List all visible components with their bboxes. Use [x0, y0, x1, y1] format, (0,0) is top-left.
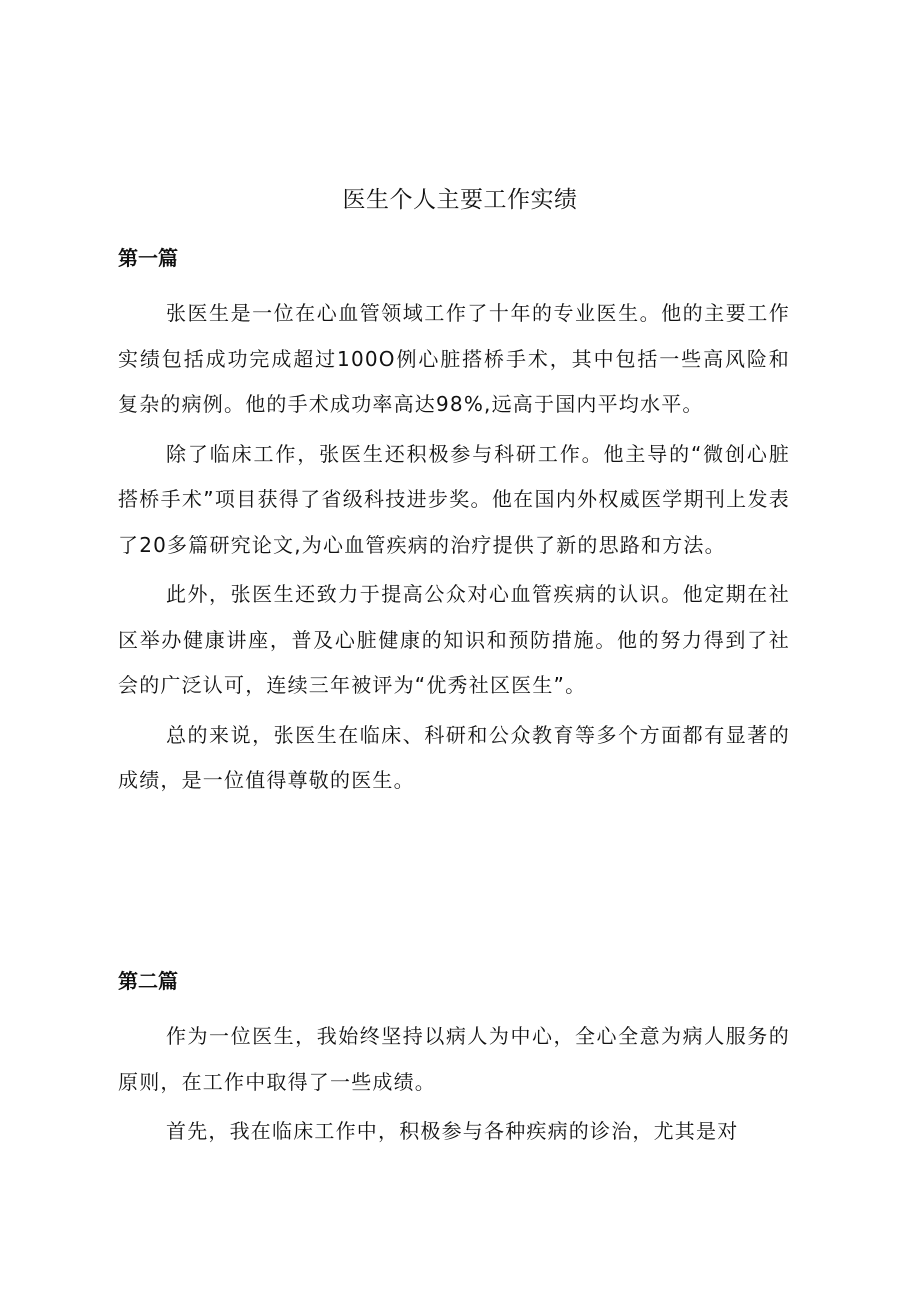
paragraph: 除了临床工作，张医生还积极参与科研工作。他主导的“微创心脏搭桥手术”项目获得了省级科技进步奖。他在国内外权威医学期刊上发表了20多篇研究论文,为心血管疾病的治疗提供了新的思路和方法。 — [118, 441, 790, 557]
section-heading: 第二篇 — [118, 969, 178, 993]
paragraph: 总的来说，张医生在临床、科研和公众教育等多个方面都有显著的成绩，是一位值得尊敬的医生。 — [118, 722, 790, 792]
section-2 — [118, 966, 790, 1155]
document-title: 医生个人主要工作实绩 — [342, 187, 578, 213]
paragraph: 作为一位医生，我始终坚持以病人为中心，全心全意为病人服务的原则，在工作中取得了一些成绩。 — [118, 1024, 790, 1094]
section-heading: 第一篇 — [118, 246, 178, 270]
paragraph: 张医生是一位在心血管领域工作了十年的专业医生。他的主要工作实绩包括成功完成超过100O例心脏搭桥手术，其中包括一些高风险和复杂的病例。他的手术成功率高达98%,远高于国内平均水平。 — [118, 301, 790, 416]
paragraph: 此外，张医生还致力于提高公众对心血管疾病的认识。他定期在社区举办健康讲座，普及心脏健康的知识和预防措施。他的努力得到了社会的广泛认可，连续三年被评为“优秀社区医生”。 — [118, 582, 790, 697]
section-1 — [118, 243, 790, 804]
paragraph: 首先，我在临床工作中，积极参与各种疾病的诊治，尤其是对 — [166, 1119, 739, 1143]
